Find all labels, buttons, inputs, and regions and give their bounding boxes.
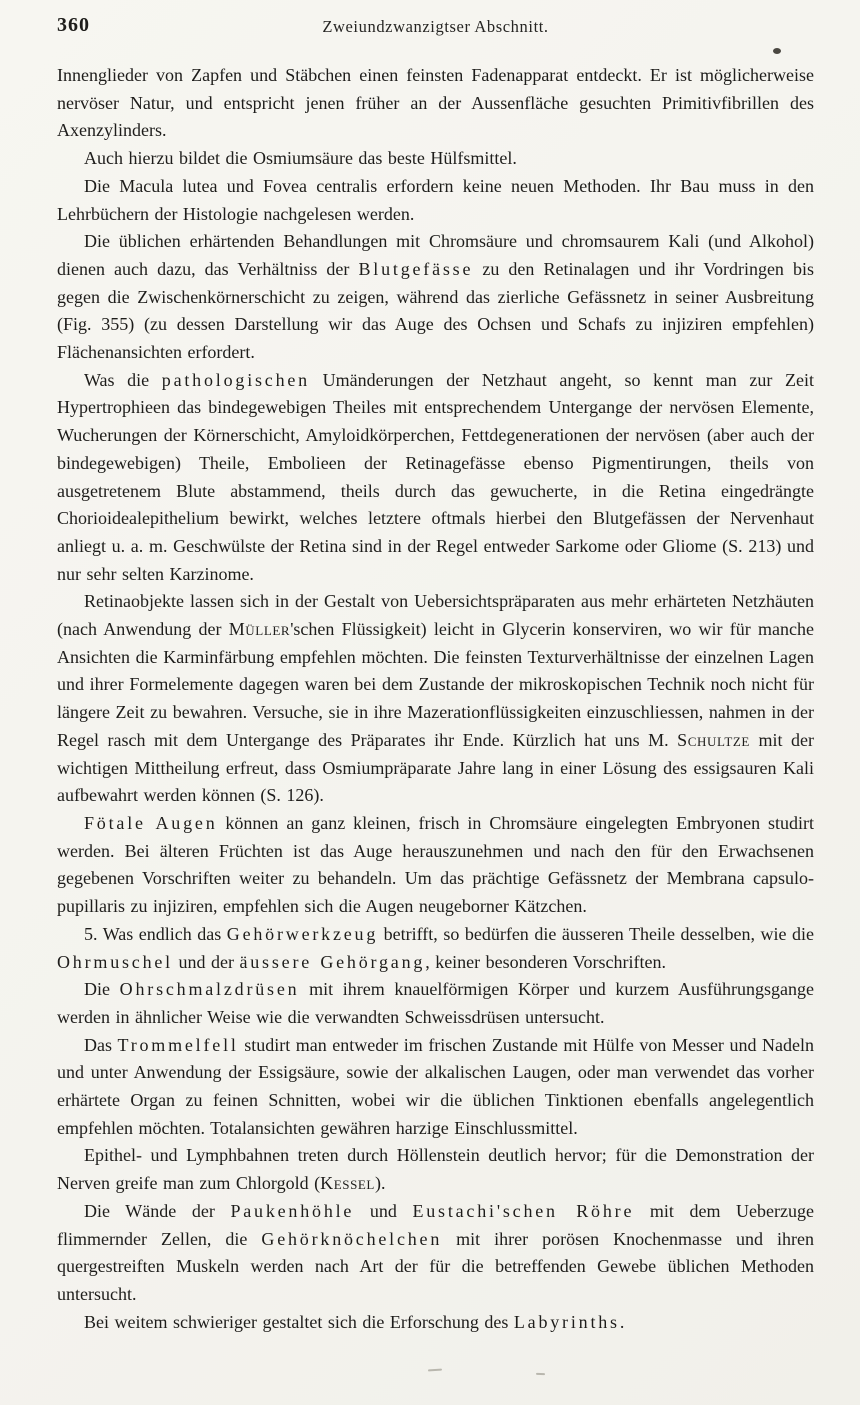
paragraph [57,145,814,173]
text-run: mit der wichtigen Mittheilung erfreut, dass Osmiumpräparate Jahre lang in einer Lösung des essigsauren Kali aufbewahrt werden können (S. 126). [57,729,814,806]
paragraph [57,1032,814,1143]
emphasized-term: Fötale Augen [84,812,218,833]
text-run: betrifft, so bedürfen die äusseren Theile desselben, wie die [378,923,814,944]
text-run: und [354,1200,413,1221]
paragraph [57,1309,814,1337]
paragraph [57,228,814,367]
emphasized-term: Gehörknöchelchen [261,1228,443,1249]
emphasized-term: Paukenhöhle [230,1200,355,1221]
text-run: Retinaobjekte lassen sich in der Gestalt von Uebersichtspräparaten aus mehr erhärteten Netzhäuten (nach Anwendung der [57,591,814,640]
scan-speck [773,48,781,54]
text-run: 'schen Flüssigkeit) leicht in Glycerin konserviren, wo wir für manche Ansichten die Karminfärbung empfehlen möchten. Die feinsten Texturverhältnisse der einzelnen Lagen und ihrer Formelemente dagegen waren bei dem Zustande der mikroskopischen Technik noch nicht für längere Zeit zu bewahren. Versuche, sie in ihre Mazerationflüssigkeiten einzuschliessen, nahmen in der Regel rasch mit dem Untergange des Präparates ihr Ende. Kürzlich hat uns M. [57,619,814,750]
text-run: und der [172,951,240,972]
text-run: Die Wände der [84,1200,231,1221]
paragraph [57,976,814,1031]
text-run: , keiner besonderen Vorschriften. [425,951,666,972]
paragraph [57,173,814,228]
text-run: studirt man entweder im frischen Zustande mit Hülfe von Messer und Nadeln und unter Anwendung der Essigsäure, sowie der alkalischen Laugen, oder man verwendet das vorher erhärtete Organ zu feinen Schnitten, wobei wir die üblichen Tinktionen ebenfalls angelegentlich empfehlen möchten. Totalansichten gewähren harzige Einschlussmittel. [57,1034,814,1138]
text-run: Bei weitem schwieriger gestaltet sich die Erforschung des [84,1311,514,1332]
emphasized-term: Gehörwerkzeug [226,923,379,944]
scan-mark [536,1373,545,1375]
emphasized-term: Eustachi'schen Röhre [412,1200,635,1221]
text-run: Die Macula lutea und Fovea centralis erfordern keine neuen Methoden. Ihr Bau muss in den Lehrbüchern der Histologie nachgelesen werden. [57,175,814,224]
emphasized-term: Ohrmuschel [57,951,173,972]
text-run: können an ganz kleinen, frisch in Chromsäure eingelegten Embryonen studirt werden. Bei älteren Früchten ist das Auge herauszunehmen und nach den für den Erwachsenen gegebenen Vorschriften weiter zu behandeln. Um das prächtige Gefässnetz der Membrana capsulo-pupillaris zu injiziren, empfehlen sich die Augen neugeborner Kätzchen. [57,812,815,917]
text-run: mit ihrem knauelförmigen Körper und kurzem Ausführungsgange werden in ähnlicher Weise wie die verwandten Schweissdrüsen untersucht. [57,979,814,1027]
emphasized-term: Blutgefässe [358,258,474,279]
text-run: Die üblichen erhärtenden Behandlungen mit Chromsäure und chromsaurem Kali (und Alkohol) dienen auch dazu, das Verhältniss der [57,231,814,279]
paragraph [57,921,814,976]
text-run: mit ihrer porösen Knochenmasse und ihren quergestreiften Muskeln werden nach Art der für die betreffenden Gewebe üblichen Methoden untersucht. [57,1228,815,1304]
scan-mark [428,1369,442,1372]
text-run: 5. Was endlich das [84,923,227,944]
emphasized-term: äussere Gehörgang [239,951,426,972]
person-name: Schultze [677,729,750,750]
text-run: Das [84,1034,118,1055]
text-run: Auch hierzu bildet die Osmiumsäure das beste Hülfsmittel. [84,148,517,169]
running-title: Zweiundzwanzigtser Abschnitt. [322,17,549,36]
text-run: Umänderungen der Netzhaut angeht, so kennt man zur Zeit Hypertrophieen das bindegewebigen Theiles mit entsprechendem Untergange der nervösen Elemente, Wucherungen der Körnerschicht, Amyloidkörperchen, Fettdegenerationen der nervösen (aber auch der bindegewebigen) Theile, Embolieen der Retinagefässe ebenso Pigmentirungen, theils von ausgetretenem Blute abstammend, theils durch das gewucherte, in die Retina eingedrängte Chorioidealepithelium bewirkt, welches letztere oftmals hierbei den Blutgefässen der Nervenhaut anliegt u. a. m. Geschwülste der Retina sind in der Regel entweder Sarkome oder Gliome (S. 213) und nur sehr selten Karzinome. [57,369,814,584]
page-number: 360 [57,14,90,36]
emphasized-term: Trommelfell [117,1034,239,1055]
text-run: mit dem Ueberzuge flimmernder Zellen, die [57,1200,815,1249]
paragraph [57,62,814,145]
page-body [57,62,814,1336]
page-header [57,14,814,40]
text-run: Was die [84,369,162,390]
paragraph [57,1198,814,1309]
emphasized-term: Labyrinths [513,1311,620,1332]
text-run: Innenglieder von Zapfen und Stäbchen einen feinsten Fadenapparat entdeckt. Er ist möglicherweise nervöser Natur, und entspricht jenen früher an der Aussenfläche gesuchten Primitivfibrillen des Axenzylinders. [57,65,814,141]
person-name: Müller [228,619,291,640]
paragraph [57,367,814,589]
person-name: Kessel [320,1173,375,1194]
text-run: Die [84,979,120,1000]
text-run: ). [374,1173,386,1194]
text-run: zu den Retinalagen und ihr Vordringen bis gegen die Zwischenkörnerschicht zu zeigen, während das zierliche Gefässnetz in seiner Ausbreitung (Fig. 355) (zu dessen Darstellung wir das Auge des Ochsen und Schafs zu injiziren empfehlen) Flächenansichten erfordert. [57,258,815,363]
paragraph [57,1142,814,1197]
paragraph [57,810,814,921]
text-run: . [619,1311,625,1332]
emphasized-term: pathologischen [161,369,310,390]
text-run: Epithel- und Lymphbahnen treten durch Höllenstein deutlich hervor; für die Demonstration der Nerven greife man zum Chlorgold ( [57,1145,814,1194]
paragraph [57,588,814,810]
emphasized-term: Ohrschmalzdrüsen [119,979,300,1000]
